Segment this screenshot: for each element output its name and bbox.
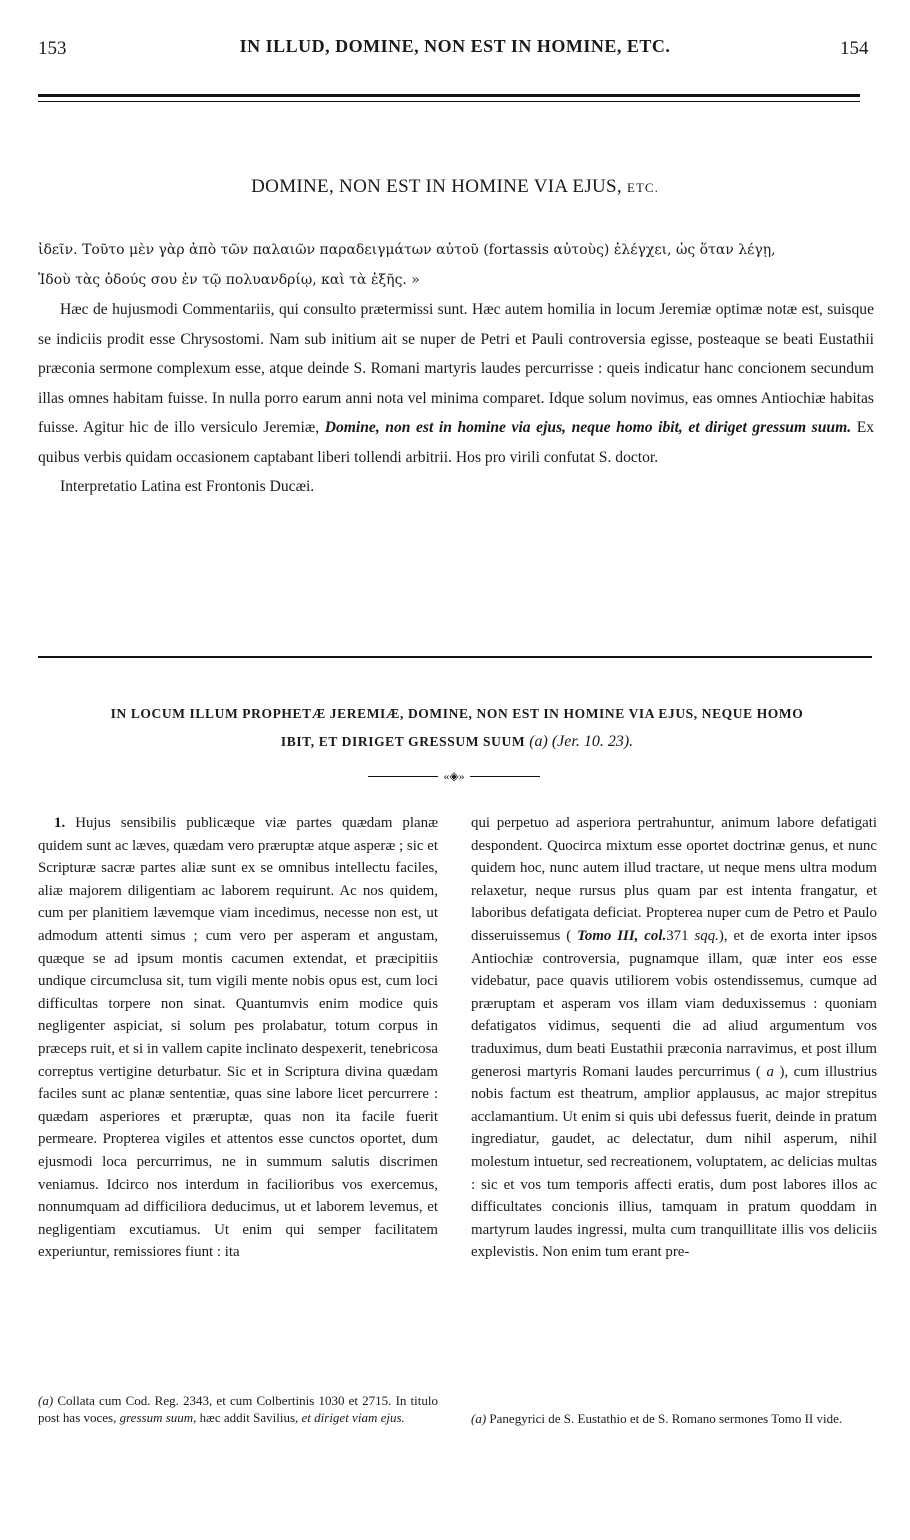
ornament-divider bbox=[368, 769, 540, 783]
left-column-paragraph bbox=[38, 812, 438, 1264]
intro-paragraph-a bbox=[38, 295, 874, 472]
right-column-text-1: qui perpetuo ad asperiora pertrahuntur, animum labore defatigati despondent. Quocirca mixtum esse oportet doctrinæ genus, et nunc quidem hoc, nunc autem illud tractare, ut neque mens ultra modum relaxetur, neque rursus plus quam par est intenta frangatur, et laboribus defatigata deficiat. Propterea nuper cum de Petro et Paulo disseruissemus ( bbox=[471, 815, 877, 944]
greek-line-1: ἰδεῖν. Τοῦτο μὲν γὰρ ἀπὸ τῶν παλαιῶν παραδειγμάτων αὐτοῦ (fortassis αὐτοὺς) ἐλέγχει, ὡς ὅταν λέγῃ, bbox=[38, 242, 776, 258]
right-column-note-ref: a bbox=[766, 1063, 774, 1080]
section-title-suffix: ETC. bbox=[627, 180, 659, 195]
homily-title-citation: (Jer. 10. 23). bbox=[551, 733, 634, 750]
ornament-line-left bbox=[368, 776, 438, 777]
section-divider-rule bbox=[38, 656, 872, 658]
ornament-glyph: «◈» bbox=[443, 769, 465, 783]
header-rule-thick bbox=[38, 94, 860, 97]
left-column bbox=[38, 812, 438, 1264]
left-column-text: Hujus sensibilis publicæque viæ partes quædam planæ quidem sunt ac læves, quædam vero præruptæ atque asperæ ; sic et Scripturæ sacræ partes aliæ sunt ex se omnibus intellectu faciles, aliæ majorem diligentiam ac laborem requirunt. Ac nos quidem, cum per planitiem lævemque viam incedimus, necesse non est, ut admodum attenti simus ; cum vero per asperam et angustam, quæque se ad ipsum montis cacumen extendat, et præcipitiis undique circumclusa sit, tum vigili mente nobis opus est, cum loci difficultas torpere non sinat. Quantumvis enim modice quis negligenter aspiciat, si solum pes prolabatur, totum corpus in præceps ruit, et si in vallem capite inclinato despexerit, tenebricosa correptus vertigine deturbatur. Sic et in Scriptura divina quædam faciles sunt ac planæ sententiæ, quas sine labore licet percurrere : quædam asperiores et præruptæ, quas non ita facile fuerit permeare. Propterea vigiles et attentos esse cunctos oportet, dum ejusmodi loca percurrimus, ne in summum salutis discrimen veniamus. Idcirco nos interdum in facilioribus vos exercemus, nonnumquam ad difficiliora deducimus, ut et laborem levemus, et negligentiam excutiamus. Ut enim qui semper facilitatem experiuntur, remissiores fiunt : ita bbox=[38, 815, 438, 1261]
homily-title-note-ref: (a) bbox=[529, 733, 548, 750]
intro-paragraph-b: Interpretatio Latina est Frontonis Ducæi. bbox=[60, 478, 315, 495]
footnote-left-marker: (a) bbox=[38, 1393, 54, 1408]
intro-quote: Domine, non est in homine via ejus, neque homo ibit, et diriget gressum suum. bbox=[324, 419, 852, 436]
footnote-left-italic-2: et diriget viam ejus. bbox=[301, 1410, 405, 1425]
homily-title-line-2-text: IBIT, ET DIRIGET GRESSUM SUUM bbox=[280, 734, 526, 749]
footnote-left-text-1: Collata cum Cod. Reg. 2343, et cum Colbertinis 1030 et 2715. In titulo post has voces, bbox=[38, 1393, 439, 1425]
header-rule-thin bbox=[38, 101, 860, 102]
footnote-right bbox=[471, 1410, 877, 1427]
homily-title-line-2 bbox=[38, 728, 876, 756]
footnote-left-italic-1: gressum suum, bbox=[119, 1410, 197, 1425]
intro-paragraph-a-end: Ex quibus verbis quidam occasionem captabant liberi tollendi arbitrii. Hos pro virili confutat S. doctor. bbox=[38, 419, 875, 466]
right-column-paragraph bbox=[471, 812, 877, 1264]
footnote-right-text: Panegyrici de S. Eustathio et de S. Romano sermones Tomo II vide. bbox=[489, 1411, 843, 1426]
right-page-number: 154 bbox=[840, 38, 869, 59]
left-page-number: 153 bbox=[38, 38, 67, 59]
homily-title bbox=[38, 700, 876, 756]
footnote-left bbox=[38, 1392, 438, 1426]
homily-title-line-1: IN LOCUM ILLUM PROPHETÆ JEREMIÆ, DOMINE, NON EST IN HOMINE VIA EJUS, NEQUE HOMO bbox=[110, 706, 804, 721]
ornament-line-right bbox=[470, 776, 540, 777]
section-title bbox=[38, 176, 872, 198]
right-column-ref-num: 371 bbox=[666, 927, 689, 944]
section-title-main: DOMINE, NON EST IN HOMINE VIA EJUS, bbox=[251, 176, 622, 197]
intro-text bbox=[38, 236, 874, 502]
running-head-title: IN ILLUD, DOMINE, NON EST IN HOMINE, ETC. bbox=[239, 36, 671, 56]
right-column-ref-sqq: sqq. bbox=[694, 927, 719, 944]
footnote-left-text-2: hæc addit Savilius, bbox=[199, 1410, 299, 1425]
intro-paragraph-a-text: Hæc de hujusmodi Commentariis, qui consulto prætermissi sunt. Hæc autem homilia in locum Jeremiæ optimæ notæ est, suisque se indiciis prodit esse Chrysostomi. Nam sub initium ait se nuper de Petri et Pauli controversia egisse, posteaque se beati Eustathii præconia sermone complexum esse, atque deinde S. Romani martyris laudes percurrisse : queis indicatur hanc concionem secundum illas omnes habitam fuisse. In nulla porro earum anni nota vel minima comparet. Idque solum novimus, eas omnes Antiochiæ habitas fuisse. Agitur hic de illo versiculo Jeremiæ, bbox=[38, 301, 874, 436]
right-column bbox=[471, 812, 877, 1264]
greek-line-2: Ἰδοὺ τὰς ὁδούς σου ἐν τῷ πολυανδρίῳ, καὶ τὰ ἑξῆς. » bbox=[38, 271, 420, 288]
paragraph-number: 1. bbox=[54, 815, 66, 831]
footnote-right-marker: (a) bbox=[471, 1411, 487, 1426]
right-column-text-3: ), cum illustrius nobis factum est theatrum, amplior applausus, ac major strepitus acclamantium. Ut enim si quis ubi defessus fuerit, deinde in pratum ingrediatur, gaudet, ac delectatur, dum nihil asperum, nihil molestum intuetur, sed recreationem, voluptatem, ac delicias multas : sic et vos tum temporis affecti eratis, dum post labores illos ac difficultates concionis illius, tamquam in pratum quoddam in martyrum laudes ingressi, multa cum tranquillitate illis vos deliciis explevistis. Non enim tum erant pre- bbox=[471, 1063, 877, 1261]
right-column-ref-italic: Tomo III, col. bbox=[577, 927, 667, 944]
right-column-text-2: ), et de exorta inter ipsos Antiochiæ controversia, pugnamque illam, quæ inter eos esse videbatur, pace quavis utiliorem vobis ostendissemus, cumque ad præruptam et asperam vos illam viam deduxissemus : quoniam defatigatos vidimus, sequenti die ad aliud argumentum vos traduximus, dum beati Eustathii præconia narravimus, et post illum generosi martyris Romani laudes percurrimus ( bbox=[471, 927, 878, 1080]
